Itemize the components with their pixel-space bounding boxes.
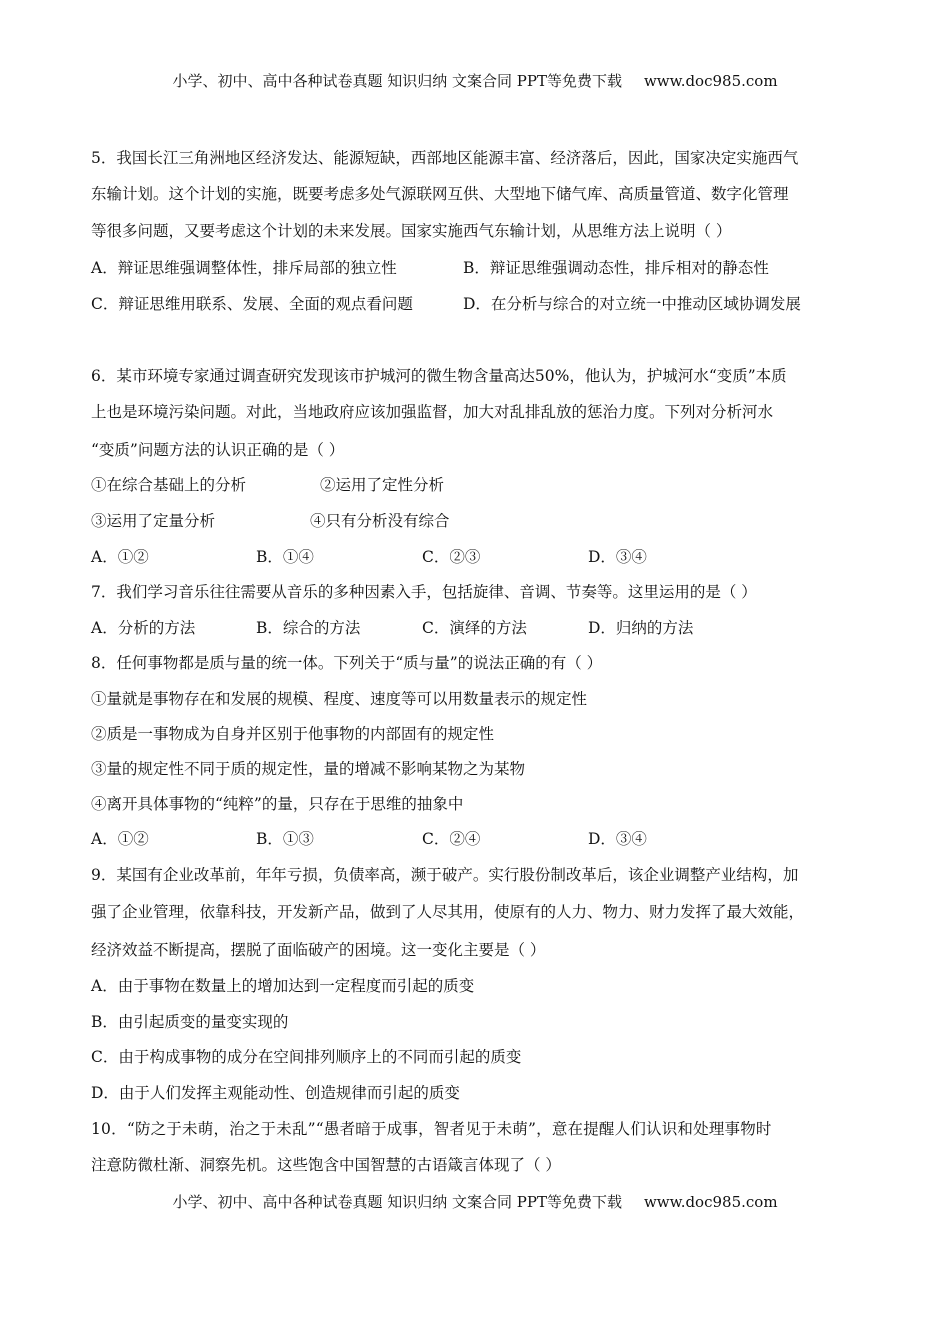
- q8-option-c[interactable]: C．②④: [422, 830, 481, 848]
- q8-option-a[interactable]: A．①②: [91, 830, 149, 848]
- q9-line-1: 9．某国有企业改革前，年年亏损，负债率高，濒于破产。实行股份制改革后，该企业调整产业结构，加: [91, 866, 799, 884]
- header-text: 小学、初中、高中各种试卷真题 知识归纳 文案合同 PPT等免费下载: [172, 72, 622, 90]
- q5-line-3: 等很多问题，又要考虑这个计划的未来发展。国家实施西气东输计划，从思维方法上说明（ ）: [91, 222, 732, 240]
- q7-option-b[interactable]: B．综合的方法: [256, 619, 361, 637]
- q8-line: 8．任何事物都是质与量的统一体。下列关于“质与量”的说法正确的有（ ）: [91, 654, 603, 672]
- q6-line-1: 6．某市环境专家通过调查研究发现该市护城河的微生物含量高达50%，他认为，护城河水“变质”本质: [91, 367, 787, 385]
- q7-option-a[interactable]: A．分析的方法: [91, 619, 196, 637]
- q8-option-d[interactable]: D．③④: [588, 830, 647, 848]
- q5-line-1: 5．我国长江三角洲地区经济发达、能源短缺，西部地区能源丰富、经济落后，因此，国家决定实施西气: [91, 149, 799, 167]
- q7-option-d[interactable]: D．归纳的方法: [588, 619, 694, 637]
- footer-site: www.doc985.com: [643, 1193, 778, 1211]
- q8-item-4: ④离开具体事物的“纯粹”的量，只存在于思维的抽象中: [91, 795, 464, 813]
- q9-option-a[interactable]: A．由于事物在数量上的增加达到一定程度而引起的质变: [91, 977, 475, 995]
- q5-option-a[interactable]: A．辩证思维强调整体性，排斥局部的独立性: [91, 259, 397, 277]
- q9-option-c[interactable]: C．由于构成事物的成分在空间排列顺序上的不同而引起的质变: [91, 1048, 522, 1066]
- q5-option-d[interactable]: D．在分析与综合的对立统一中推动区域协调发展: [463, 295, 801, 313]
- q6-item-1: ①在综合基础上的分析: [91, 476, 247, 494]
- q5-line-2: 东输计划。这个计划的实施，既要考虑多处气源联网互供、大型地下储气库、高质量管道、数字化管理: [91, 185, 789, 203]
- q8-item-3: ③量的规定性不同于质的规定性，量的增减不影响某物之为某物: [91, 760, 526, 778]
- q10-line-2: 注意防微杜渐、洞察先机。这些饱含中国智慧的古语箴言体现了（ ）: [91, 1156, 561, 1174]
- page-header: [0, 70, 950, 91]
- q6-line-2: 上也是环境污染问题。对此，当地政府应该加强监督，加大对乱排乱放的惩治力度。下列对分析河水: [91, 403, 774, 421]
- q6-item-2: ②运用了定性分析: [320, 476, 445, 494]
- q9-option-d[interactable]: D．由于人们发挥主观能动性、创造规律而引起的质变: [91, 1084, 460, 1102]
- q5-option-b[interactable]: B．辩证思维强调动态性，排斥相对的静态性: [463, 259, 769, 277]
- q6-item-3: ③运用了定量分析: [91, 512, 216, 530]
- q7-line: 7．我们学习音乐往往需要从音乐的多种因素入手，包括旋律、音调、节奏等。这里运用的是（ ）: [91, 583, 757, 601]
- q9-line-2: 强了企业管理，依靠科技，开发新产品，做到了人尽其用，使原有的人力、物力、财力发挥了最大效能，: [91, 903, 805, 921]
- q6-line-3: “变质”问题方法的认识正确的是（ ）: [91, 441, 345, 459]
- q6-option-c[interactable]: C．②③: [422, 548, 481, 566]
- q6-item-4: ④只有分析没有综合: [310, 512, 450, 530]
- q6-option-a[interactable]: A．①②: [91, 548, 149, 566]
- q7-option-c[interactable]: C．演绎的方法: [422, 619, 527, 637]
- q10-line-1: 10．“防之于未萌，治之于未乱”“愚者暗于成事，智者见于未萌”，意在提醒人们认识和处理事物时: [91, 1120, 772, 1138]
- q9-option-b[interactable]: B．由引起质变的量变实现的: [91, 1013, 289, 1031]
- q6-option-d[interactable]: D．③④: [588, 548, 647, 566]
- q6-option-b[interactable]: B．①④: [256, 548, 314, 566]
- q9-line-3: 经济效益不断提高，摆脱了面临破产的困境。这一变化主要是（ ）: [91, 941, 546, 959]
- header-site: www.doc985.com: [643, 72, 778, 90]
- page-footer: [0, 1191, 950, 1212]
- q8-item-1: ①量就是事物存在和发展的规模、程度、速度等可以用数量表示的规定性: [91, 690, 588, 708]
- q8-option-b[interactable]: B．①③: [256, 830, 314, 848]
- q8-item-2: ②质是一事物成为自身并区别于他事物的内部固有的规定性: [91, 725, 495, 743]
- footer-text: 小学、初中、高中各种试卷真题 知识归纳 文案合同 PPT等免费下载: [172, 1193, 622, 1211]
- q5-option-c[interactable]: C．辩证思维用联系、发展、全面的观点看问题: [91, 295, 413, 313]
